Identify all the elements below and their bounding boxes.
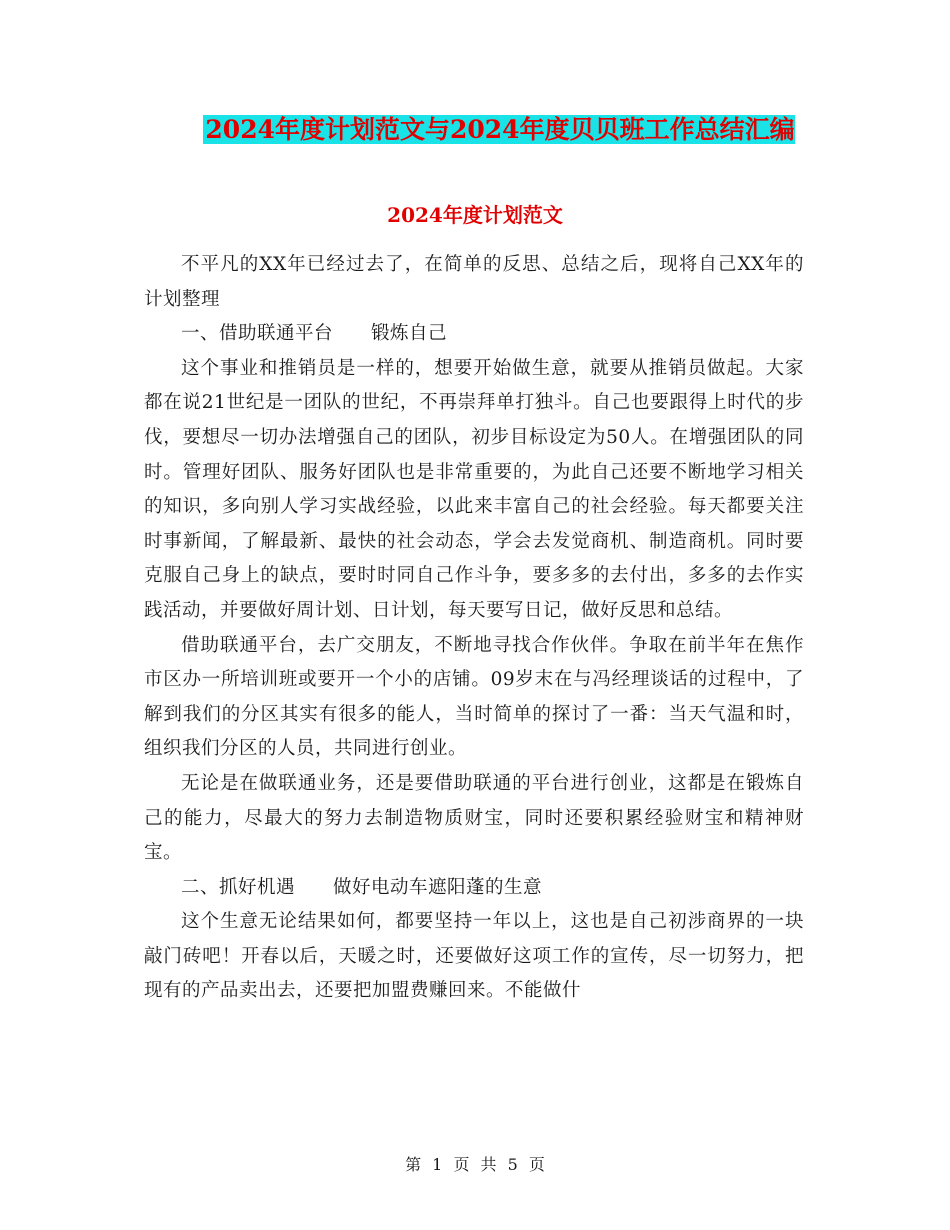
document-title — [0, 112, 950, 148]
heading-two: 二、抓好机遇 做好电动车遮阳蓬的生意 — [181, 876, 543, 898]
heading-one: 一、借助联通平台 锻炼自己 — [181, 323, 448, 345]
paragraph-business: 这个生意无论结果如何，都要坚持一年以上，这也是自己初涉商界的一块敲门砖吧！开春以后，天暖之时，还要做好这项工作的宣传，尽一切努力，把现有的产品卖出去，还要把加盟费赚回来。不能做什 — [144, 911, 804, 1002]
paragraph-team: 这个事业和推销员是一样的，想要开始做生意，就要从推销员做起。大家都在说21世纪是一团队的世纪，不再崇拜单打独斗。自己也要跟得上时代的步伐，要想尽一切办法增强自己的团队，初步目标设定为50人。在增强团队的同时。管理好团队、服务好团队也是非常重要的，为此自己还要不断地学习相关的知识，多向别人学习实战经验，以此来丰富自己的社会经验。每天都要关注时事新闻，了解最新、最快的社会动态，学会去发觉商机、制造商机。同时要克服自己身上的缺点，要时时同自己作斗争，要多多的去付出，多多的去作实践活动，并要做好周计划、日计划，每天要写日记，做好反思和总结。 — [144, 357, 804, 621]
paragraph-partners: 借助联通平台，去广交朋友，不断地寻找合作伙伴。争取在前半年在焦作市区办一所培训班或要开一个小的店铺。09岁末在与冯经理谈话的过程中，了解到我们的分区其实有很多的能人，当时简单的探讨了一番：当天气温和时，组织我们分区的人员，共同进行创业。 — [144, 634, 804, 760]
section-title: 2024年度计划范文 — [387, 203, 563, 227]
document-body — [144, 248, 804, 1009]
paragraph-ability: 无论是在做联通业务，还是要借助联通的平台进行创业，这都是在锻炼自己的能力，尽最大的努力去制造物质财宝，同时还要积累经验财宝和精神财宝。 — [144, 772, 804, 864]
document-title-text: 2024年度计划范文与2024年度贝贝班工作总结汇编 — [205, 115, 795, 144]
paragraph-intro: 不平凡的XX年已经过去了，在简单的反思、总结之后，现将自己XX年的计划整理 — [144, 254, 804, 310]
page-footer: 第 1 页 共 5 页 — [405, 1155, 545, 1174]
